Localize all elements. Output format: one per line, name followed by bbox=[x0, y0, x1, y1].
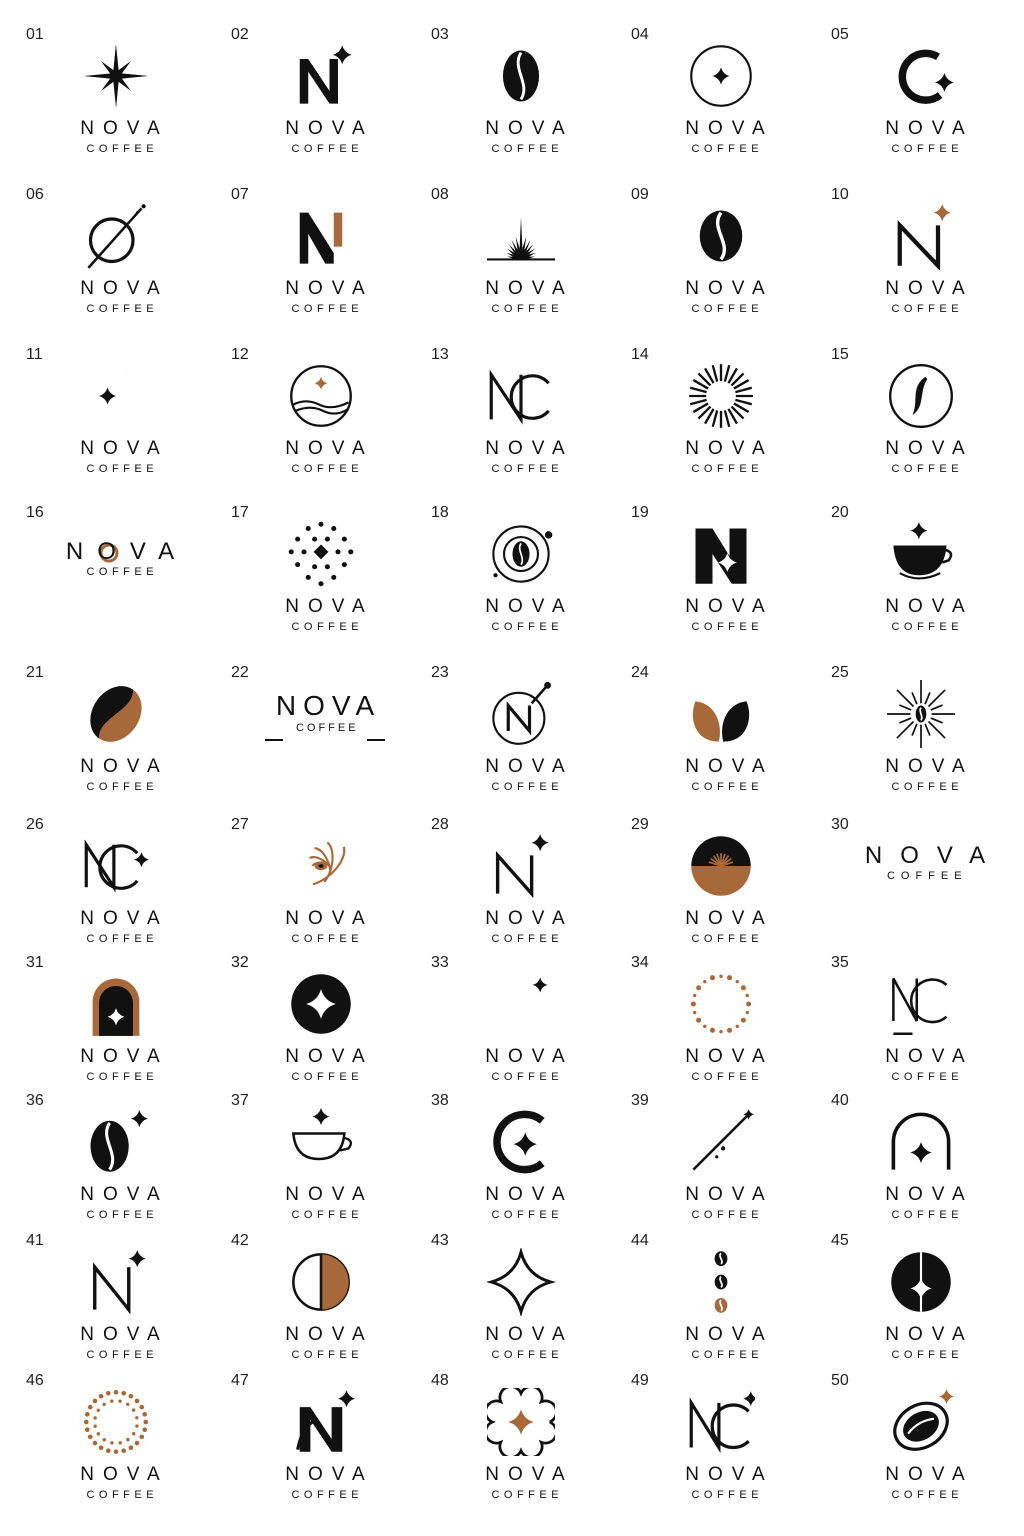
brand-wordmark: NOVA bbox=[685, 438, 774, 459]
logo-number: 08 bbox=[431, 186, 449, 203]
brand-wordmark: NOVA bbox=[285, 908, 374, 929]
brand-subline: COFFEE bbox=[86, 781, 159, 793]
logo-cell bbox=[225, 500, 425, 650]
brand-wordmark: NOVA bbox=[885, 278, 974, 299]
brand-wordmark: NOVA bbox=[80, 278, 169, 299]
logo-number: 38 bbox=[431, 1092, 449, 1109]
logo-number: 41 bbox=[26, 1232, 44, 1249]
nc-monogram-star-icon bbox=[82, 832, 150, 905]
brand-subline: COFFEE bbox=[491, 1209, 564, 1221]
star-in-circle-icon bbox=[687, 42, 755, 115]
dotted-ring-bronze-icon bbox=[687, 970, 755, 1043]
logo-cell bbox=[825, 1228, 1024, 1378]
letter-n-bronze-star-icon bbox=[887, 202, 955, 275]
orbit-comet-icon bbox=[82, 202, 150, 275]
logo-number: 28 bbox=[431, 816, 449, 833]
logo-number: 44 bbox=[631, 1232, 649, 1249]
brand-subline: COFFEE bbox=[491, 463, 564, 475]
coffee-bean-icon bbox=[687, 202, 755, 275]
n-orbit-comet-icon bbox=[487, 680, 555, 753]
brand-wordmark: NOVA bbox=[285, 278, 374, 299]
logo-number: 22 bbox=[231, 664, 249, 681]
logo-cell bbox=[20, 342, 220, 492]
logo-cell bbox=[20, 500, 220, 650]
brand-subline: COFFEE bbox=[291, 1209, 364, 1221]
brand-wordmark: NOVA bbox=[885, 118, 974, 139]
logo-cell bbox=[625, 812, 825, 962]
brand-subline: COFFEE bbox=[886, 870, 968, 882]
brand-wordmark: NOVA bbox=[285, 118, 374, 139]
brand-wordmark: NOVA bbox=[65, 538, 189, 565]
brand-subline: COFFEE bbox=[291, 1349, 364, 1361]
nc-monogram-sparkle-icon bbox=[687, 1388, 755, 1461]
brand-wordmark: NOVA bbox=[685, 1184, 774, 1205]
brand-wordmark: NOVA bbox=[80, 1046, 169, 1067]
logo-number: 02 bbox=[231, 26, 249, 43]
brand-wordmark: NOVA bbox=[80, 438, 169, 459]
logo-number: 18 bbox=[431, 504, 449, 521]
brand-wordmark: NOVA bbox=[685, 596, 774, 617]
arch-outline-star-icon bbox=[887, 1108, 955, 1181]
brand-wordmark: NOVA bbox=[685, 1324, 774, 1345]
brand-wordmark: NOVA bbox=[885, 1464, 974, 1485]
logo-cell bbox=[825, 812, 1024, 962]
brand-subline: COFFEE bbox=[691, 1209, 764, 1221]
n-sparkle-icon bbox=[82, 1248, 150, 1321]
brand-subline: COFFEE bbox=[291, 621, 364, 633]
sunrise-horizon-icon bbox=[487, 202, 555, 275]
logo-cell bbox=[825, 500, 1024, 650]
brand-subline: COFFEE bbox=[891, 1209, 964, 1221]
twin-leaf-icon bbox=[687, 680, 755, 753]
logo-cell bbox=[625, 22, 825, 172]
brand-subline: COFFEE bbox=[691, 933, 764, 945]
brand-wordmark: NOVA bbox=[485, 118, 574, 139]
brand-subline: COFFEE bbox=[691, 621, 764, 633]
logo-cell bbox=[625, 342, 825, 492]
crescent-small-star-icon bbox=[487, 970, 555, 1043]
stacked-beans-icon bbox=[687, 1248, 755, 1321]
outline-cup-star-icon bbox=[287, 1108, 355, 1181]
logo-number: 32 bbox=[231, 954, 249, 971]
logo-cell bbox=[825, 22, 1024, 172]
brand-subline: COFFEE bbox=[86, 1209, 159, 1221]
logo-number: 23 bbox=[431, 664, 449, 681]
logo-number: 27 bbox=[231, 816, 249, 833]
brand-wordmark: NOVA bbox=[80, 908, 169, 929]
brand-wordmark: NOVA bbox=[485, 756, 574, 777]
brand-subline: COFFEE bbox=[86, 463, 159, 475]
logo-number: 30 bbox=[831, 816, 849, 833]
brand-wordmark: NOVA bbox=[485, 596, 574, 617]
logo-cell bbox=[425, 950, 625, 1100]
logo-cell bbox=[225, 182, 425, 332]
logo-number: 31 bbox=[26, 954, 44, 971]
logo-number: 15 bbox=[831, 346, 849, 363]
logo-cell bbox=[425, 22, 625, 172]
brand-wordmark: NOVA bbox=[885, 756, 974, 777]
logo-number: 11 bbox=[26, 346, 43, 363]
bean-sparkle-icon bbox=[82, 1108, 150, 1181]
brand-wordmark: NOVA bbox=[685, 908, 774, 929]
brand-subline: COFFEE bbox=[291, 933, 364, 945]
logo-number: 26 bbox=[26, 816, 44, 833]
brand-subline: COFFEE bbox=[291, 463, 364, 475]
nc-monogram-underline-icon bbox=[887, 970, 955, 1043]
brand-subline: COFFEE bbox=[86, 933, 159, 945]
logo-number: 16 bbox=[26, 504, 44, 521]
logo-number: 01 bbox=[26, 26, 44, 43]
logo-number: 48 bbox=[431, 1372, 449, 1389]
brand-wordmark: NOVA bbox=[485, 1184, 574, 1205]
brand-subline: COFFEE bbox=[891, 781, 964, 793]
brand-wordmark: NOVA bbox=[285, 596, 374, 617]
brand-subline: COFFEE bbox=[86, 303, 159, 315]
logo-cell bbox=[20, 22, 220, 172]
brand-wordmark: NOVA bbox=[275, 690, 382, 721]
dot-constellation-icon bbox=[287, 520, 355, 593]
brand-subline: COFFEE bbox=[491, 303, 564, 315]
logo-number: 09 bbox=[631, 186, 649, 203]
logo-number: 04 bbox=[631, 26, 649, 43]
crescent-star-icon bbox=[82, 362, 150, 435]
brand-subline: COFFEE bbox=[86, 566, 159, 578]
logo-number: 07 bbox=[231, 186, 249, 203]
brand-wordmark: NOVA bbox=[885, 438, 974, 459]
brand-wordmark: NOVA bbox=[685, 118, 774, 139]
star-in-disc-icon bbox=[287, 970, 355, 1043]
brand-wordmark: NOVA bbox=[285, 438, 374, 459]
brand-subline: COFFEE bbox=[891, 463, 964, 475]
brand-subline: COFFEE bbox=[691, 781, 764, 793]
logo-cell bbox=[225, 1228, 425, 1378]
logo-cell bbox=[225, 342, 425, 492]
logo-cell bbox=[425, 182, 625, 332]
brand-subline: COFFEE bbox=[691, 1489, 764, 1501]
brand-subline: COFFEE bbox=[691, 143, 764, 155]
brand-subline: COFFEE bbox=[295, 722, 359, 734]
brand-subline: COFFEE bbox=[691, 463, 764, 475]
logo-number: 25 bbox=[831, 664, 849, 681]
logo-cell bbox=[20, 660, 220, 810]
logo-cell bbox=[225, 660, 425, 810]
bean-in-circle-icon bbox=[887, 362, 955, 435]
logo-cell bbox=[225, 812, 425, 962]
brand-subline: COFFEE bbox=[491, 143, 564, 155]
brand-wordmark: NOVA bbox=[485, 1464, 574, 1485]
logo-cell bbox=[425, 812, 625, 962]
brand-wordmark: NOVA bbox=[485, 908, 574, 929]
logo-cell bbox=[425, 1228, 625, 1378]
logo-cell bbox=[425, 342, 625, 492]
logo-cell bbox=[825, 342, 1024, 492]
brand-wordmark: NOVA bbox=[885, 1046, 974, 1067]
galaxy-swirl-icon bbox=[287, 832, 355, 905]
logo-number: 36 bbox=[26, 1092, 44, 1109]
brand-wordmark: NOVA bbox=[80, 1324, 169, 1345]
logo-number: 34 bbox=[631, 954, 649, 971]
brand-subline: COFFEE bbox=[891, 1489, 964, 1501]
logo-number: 45 bbox=[831, 1232, 849, 1249]
brand-wordmark: NOVA bbox=[685, 1464, 774, 1485]
logo-cell bbox=[225, 22, 425, 172]
logo-number: 33 bbox=[431, 954, 449, 971]
logo-number: 14 bbox=[631, 346, 649, 363]
brand-wordmark: NOVA bbox=[485, 438, 574, 459]
thin-n-star-icon bbox=[487, 832, 555, 905]
logo-cell bbox=[825, 1088, 1024, 1238]
brand-wordmark: NOVA bbox=[885, 1184, 974, 1205]
logo-cell bbox=[20, 812, 220, 962]
logo-cell bbox=[625, 1088, 825, 1238]
coffee-bean-icon bbox=[487, 42, 555, 115]
brand-wordmark: NOVA bbox=[285, 1184, 374, 1205]
logo-cell bbox=[825, 1368, 1024, 1518]
logo-cell bbox=[20, 1368, 220, 1518]
logo-cell bbox=[825, 660, 1024, 810]
brand-subline: COFFEE bbox=[491, 781, 564, 793]
brand-subline: COFFEE bbox=[891, 143, 964, 155]
bean-disc-star-icon bbox=[887, 1248, 955, 1321]
brand-subline: COFFEE bbox=[891, 1349, 964, 1361]
brand-wordmark: NOVA bbox=[485, 278, 574, 299]
brand-subline: COFFEE bbox=[491, 1489, 564, 1501]
orbit-bean-icon bbox=[487, 520, 555, 593]
logo-cell bbox=[425, 500, 625, 650]
brand-wordmark: NOVA bbox=[685, 1046, 774, 1067]
logo-number: 46 bbox=[26, 1372, 44, 1389]
logo-number: 35 bbox=[831, 954, 849, 971]
two-tone-bean-icon bbox=[82, 680, 150, 753]
brand-subline: COFFEE bbox=[291, 303, 364, 315]
brand-wordmark: NOVA bbox=[80, 118, 169, 139]
letter-n-sparkle-icon bbox=[287, 42, 355, 115]
logo-cell bbox=[20, 1088, 220, 1238]
half-moon-bronze-icon bbox=[287, 1248, 355, 1321]
logo-number: 06 bbox=[26, 186, 44, 203]
brand-subline: COFFEE bbox=[86, 1489, 159, 1501]
brand-subline: COFFEE bbox=[86, 1071, 159, 1083]
eight-point-star-icon bbox=[82, 42, 150, 115]
brand-wordmark: NOVA bbox=[885, 1324, 974, 1345]
logo-number: 40 bbox=[831, 1092, 849, 1109]
logo-cell bbox=[825, 182, 1024, 332]
logo-cell bbox=[20, 950, 220, 1100]
logo-number: 05 bbox=[831, 26, 849, 43]
logo-number: 47 bbox=[231, 1372, 249, 1389]
scalloped-badge-star-icon bbox=[487, 1388, 555, 1461]
four-point-star-outline-icon bbox=[487, 1248, 555, 1321]
brand-subline: COFFEE bbox=[291, 143, 364, 155]
nc-monogram-icon bbox=[487, 362, 555, 435]
logo-number: 37 bbox=[231, 1092, 249, 1109]
brand-wordmark: NOVA bbox=[685, 756, 774, 777]
logo-cell bbox=[425, 660, 625, 810]
brand-wordmark: NOVA bbox=[485, 1324, 574, 1345]
logo-number: 21 bbox=[26, 664, 44, 681]
logo-cell bbox=[625, 1368, 825, 1518]
logo-number: 13 bbox=[431, 346, 449, 363]
logo-cell bbox=[225, 1368, 425, 1518]
brand-wordmark: NOVA bbox=[485, 1046, 574, 1067]
brand-wordmark: NOVA bbox=[885, 596, 974, 617]
letter-n-bronze-icon bbox=[287, 202, 355, 275]
letter-c-sparkle-icon bbox=[887, 42, 955, 115]
logo-number: 42 bbox=[231, 1232, 249, 1249]
logo-cell bbox=[625, 660, 825, 810]
brand-subline: COFFEE bbox=[491, 1071, 564, 1083]
logo-number: 24 bbox=[631, 664, 649, 681]
brand-subline: COFFEE bbox=[891, 303, 964, 315]
logo-number: 49 bbox=[631, 1372, 649, 1389]
brand-wordmark: NOVA bbox=[864, 842, 1004, 869]
brand-subline: COFFEE bbox=[891, 1071, 964, 1083]
brand-wordmark: NOVA bbox=[685, 278, 774, 299]
bean-comet-icon bbox=[887, 1388, 955, 1461]
logo-number: 03 bbox=[431, 26, 449, 43]
brand-subline: COFFEE bbox=[291, 1071, 364, 1083]
brand-subline: COFFEE bbox=[491, 1349, 564, 1361]
brand-subline: COFFEE bbox=[891, 621, 964, 633]
brand-subline: COFFEE bbox=[691, 1071, 764, 1083]
logo-number: 12 bbox=[231, 346, 249, 363]
brand-subline: COFFEE bbox=[291, 1489, 364, 1501]
circle-landscape-star-icon bbox=[287, 362, 355, 435]
logo-cell bbox=[425, 1368, 625, 1518]
logo-number: 43 bbox=[431, 1232, 449, 1249]
logo-number: 19 bbox=[631, 504, 649, 521]
logo-cell bbox=[20, 1228, 220, 1378]
logo-number: 20 bbox=[831, 504, 849, 521]
brand-wordmark: NOVA bbox=[80, 1464, 169, 1485]
bold-n-star-icon bbox=[687, 520, 755, 593]
brand-subline: COFFEE bbox=[491, 621, 564, 633]
shooting-line-icon bbox=[687, 1108, 755, 1181]
logo-cell bbox=[625, 182, 825, 332]
logo-cell bbox=[225, 1088, 425, 1238]
dotted-ring-double-icon bbox=[82, 1388, 150, 1461]
logo-cell bbox=[625, 1228, 825, 1378]
brand-subline: COFFEE bbox=[691, 303, 764, 315]
logo-number: 10 bbox=[831, 186, 849, 203]
arch-star-icon bbox=[82, 970, 150, 1043]
logo-cell bbox=[625, 950, 825, 1100]
bold-n-sparkle-icon bbox=[287, 1388, 355, 1461]
cup-star-icon bbox=[887, 520, 955, 593]
logo-number: 50 bbox=[831, 1372, 849, 1389]
logo-number: 39 bbox=[631, 1092, 649, 1109]
logo-number: 29 bbox=[631, 816, 649, 833]
c-star-icon bbox=[487, 1108, 555, 1181]
logo-cell bbox=[825, 950, 1024, 1100]
brand-subline: COFFEE bbox=[86, 1349, 159, 1361]
logo-cell bbox=[425, 1088, 625, 1238]
brand-wordmark: NOVA bbox=[285, 1324, 374, 1345]
logo-number: 17 bbox=[231, 504, 249, 521]
brand-subline: COFFEE bbox=[491, 933, 564, 945]
brand-wordmark: NOVA bbox=[80, 1184, 169, 1205]
logo-cell bbox=[625, 500, 825, 650]
brand-wordmark: NOVA bbox=[285, 1464, 374, 1485]
brand-wordmark: NOVA bbox=[285, 1046, 374, 1067]
logo-cell bbox=[225, 950, 425, 1100]
logo-cell bbox=[20, 182, 220, 332]
brand-subline: COFFEE bbox=[691, 1349, 764, 1361]
brand-subline: COFFEE bbox=[86, 143, 159, 155]
bean-rays-icon bbox=[887, 680, 955, 753]
sunrise-badge-icon bbox=[687, 832, 755, 905]
brand-wordmark: NOVA bbox=[80, 756, 169, 777]
sunburst-ring-icon bbox=[687, 362, 755, 435]
